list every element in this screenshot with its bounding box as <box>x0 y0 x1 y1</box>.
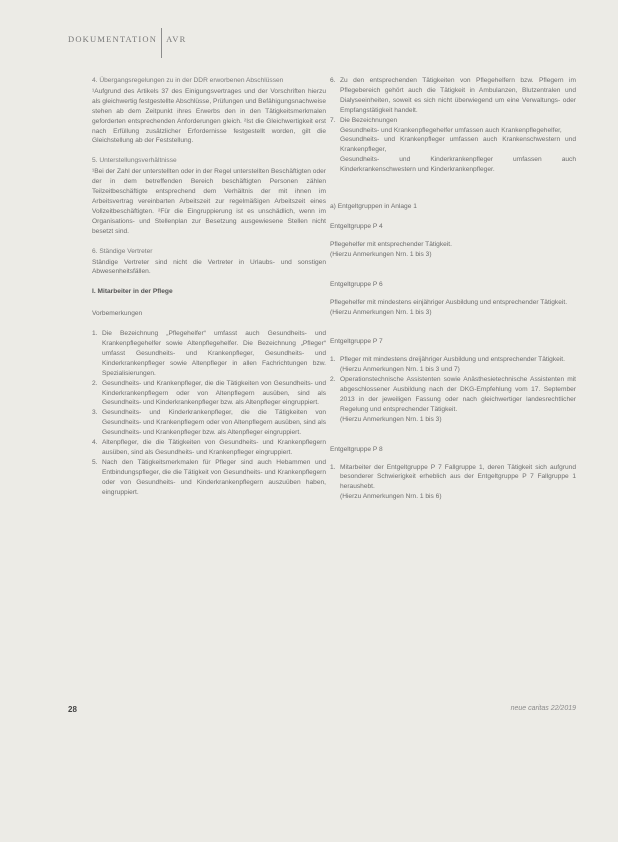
pay-group-items <box>330 463 576 503</box>
section-text: Ständige Vertreter sind nicht die Vertreter in Urlaubs- und sonstigen Abwesenheitsfällen. <box>92 258 326 276</box>
sub-line: Gesundheits- und Krankenpfleger umfassen auch Krankenschwestern und Krankenpfleger, <box>340 136 576 154</box>
section-5 <box>92 156 326 236</box>
pay-group-text: Pflegehelfer mit entsprechender Tätigkeit. (Hierzu Anmerkungen Nrn. 1 bis 3) <box>330 240 452 258</box>
section-heading: 5. Unterstellungsverhältnisse <box>92 157 177 165</box>
list-item: 5. Nach den Tätigkeitsmerkmalen für Pfleger sind auch Hebammen und Entbindungspfleger, die die Tätigkeit von Gesundheits- und Krankenpflegern oder von Gesundheits- und Kinderkrankenpflegern auszuüben haben, eingruppiert. <box>92 458 326 496</box>
section-heading: 4. Übergangsregelungen zu in der DDR erworbenen Abschlüssen <box>92 77 284 84</box>
pay-group-p6 <box>330 280 576 318</box>
running-header <box>68 24 187 54</box>
list-item: 1. Pfleger mit mindestens dreijähriger Ausbildung und entsprechender Tätigkeit. (Hierzu Anmerkungen Nrn. 1 bis 3 und 7) <box>330 356 565 374</box>
list-item: 7. Die Bezeichnungen Gesundheits- und Krankenpflegehelfer umfassen auch Krankenpflegehelfer, Gesundheits- und Krankenpfleger umfassen auch Krankenschwestern und Krankenpfleger, Gesundheits- und Kinderkrankenpfleger umfassen auch Kinderkrankenschwestern und Kinderkrankenpfleger. <box>330 116 576 174</box>
page-number: 28 <box>68 705 77 714</box>
section-heading: 6. Ständige Vertreter <box>92 247 153 255</box>
list-item: 1. Die Bezeichnung „Pflegehelfer“ umfasst auch Gesundheits- und Krankenpflegehelfer sowie Altenpflegehelfer. Die Bezeichnung „Pfleger“ umfasst Gesundheits- und Krankenpfleger, Gesundheits- und Kinderkrankenpfleger sowie Altenpfleger in allen Fachrichtungen bzw. Spezialisierungen. <box>92 330 326 377</box>
section-6 <box>92 247 326 278</box>
header-title: DOKUMENTATION <box>68 34 158 44</box>
header-divider <box>161 28 162 58</box>
list-item: 6. Zu den entsprechenden Tätigkeiten von Pflegehelfern bzw. Pflegern im Pflegebereich gehört auch die Tätigkeit in Ambulanzen, Blutzentralen und Dialyseeinheiten, soweit es sich nicht überwiegend um eine Verwaltungs- oder Empfangstätigkeit handelt. <box>330 77 576 114</box>
list-item: 4. Altenpfleger, die die Tätigkeiten von Gesundheits- und Krankenpflegern ausüben, sind als Gesundheits- und Krankenpfleger eingruppiert. <box>92 439 326 456</box>
care-staff-heading: I. Mitarbeiter in der Pflege <box>92 288 173 296</box>
preliminary-remarks-list <box>92 329 326 497</box>
pay-group-p7 <box>330 337 576 424</box>
sub-line: Gesundheits- und Krankenpflegehelfer umfassen auch Krankenpflegehelfer, <box>340 126 562 134</box>
preliminary-remarks-label: Vorbemerkungen <box>92 310 143 318</box>
left-column <box>92 76 326 507</box>
sub-line: Gesundheits- und Kinderkrankenpfleger umfassen auch Kinderkrankenschwestern und Kinderkrankenpfleger. <box>340 156 576 174</box>
pay-groups-heading: a) Entgeltgruppen in Anlage 1 <box>330 203 417 211</box>
pay-group-p4 <box>330 222 576 260</box>
list-item: 2. Gesundheits- und Krankenpfleger, die die Tätigkeiten von Gesundheits- und Kinderkrankenpflegern oder von Altenpflegern ausüben, sind als Gesundheits- und Kinderkrankenpfleger bzw. als Altenpfleger eingruppiert. <box>92 379 326 407</box>
pay-group-title: Entgeltgruppe P 4 <box>330 222 383 230</box>
list-item: 2. Operationstechnische Assistenten sowie Anästhesietechnische Assistenten mit abgeschlossener Ausbildung nach der DKG-Empfehlung vom 17. September 2013 in der jeweiligen Fassung oder nach gleichwertiger landesrechtlicher Regelung und entsprechender Tätigkeit. (Hierzu Anmerkungen Nrn. 1 bis 3) <box>330 376 576 423</box>
list-item: 1. Mitarbeiter der Entgeltgruppe P 7 Fallgruppe 1, deren Tätigkeit sich aufgrund besonderer Schwierigkeit erheblich aus der Entgeltgruppe P 7 Fallgruppe 1 heraushebt. (Hierzu Anmerkungen Nrn. 1 bis 6) <box>330 463 576 501</box>
pay-group-title: Entgeltgruppe P 8 <box>330 445 383 453</box>
header-section: AVR <box>166 34 187 44</box>
section-4 <box>92 76 326 146</box>
pay-group-text: Pflegehelfer mit mindestens einjähriger Ausbildung und entsprechender Tätigkeit. (Hierzu Anmerkungen Nrn. 1 bis 3) <box>330 298 568 316</box>
preliminary-remarks-list-continued <box>330 76 576 175</box>
section-text: ¹Aufgrund des Artikels 37 des Einigungsvertrages und der Vorschriften hierzu als gleichwertig festgestellte Abschlüsse, Prüfungen und Befähigungsnachweise stehen ab dem Zeitpunkt ihres Erwerbs den in den Tätigkeitsmerkmalen geforderten entsprechenden Anforderungen gleich. ²Ist die Gleichwertigkeit erst nach Erfüllung zusätzlicher Erfordernisse festgestellt worden, gilt die Gleichstellung ab der Feststellung. <box>92 87 326 145</box>
right-column <box>330 76 576 511</box>
pay-group-title: Entgeltgruppe P 7 <box>330 338 383 346</box>
pay-group-title: Entgeltgruppe P 6 <box>330 280 383 288</box>
publication-footer: neue caritas 22/2019 <box>510 705 576 712</box>
list-item: 3. Gesundheits- und Kinderkrankenpfleger, die die Tätigkeiten von Gesundheits- und Krankenpflegern oder von Altenpflegern ausüben, sind als Gesundheits- und Krankenpfleger bzw. als Altenpfleger eingruppiert. <box>92 409 326 437</box>
pay-group-items <box>330 355 576 424</box>
pay-group-p8 <box>330 445 576 503</box>
section-text: ¹Bei der Zahl der unterstellten oder in der Regel unterstellten Beschäftigten oder der in dem betreffenden Bereich beschäftigten Personen zählen Teilzeitbeschäftigte entsprechend dem Verhältnis der mit ihnen im Arbeitsvertrag vereinbarten Arbeitszeit zur regelmäßigen Arbeitszeit eines Vollzeitbeschäftigten. ²Für die Eingruppierung ist es unschädlich, wenn im Organisations- und Stellenplan zur Besetzung ausgewiesene Stellen nicht besetzt sind. <box>92 168 326 235</box>
